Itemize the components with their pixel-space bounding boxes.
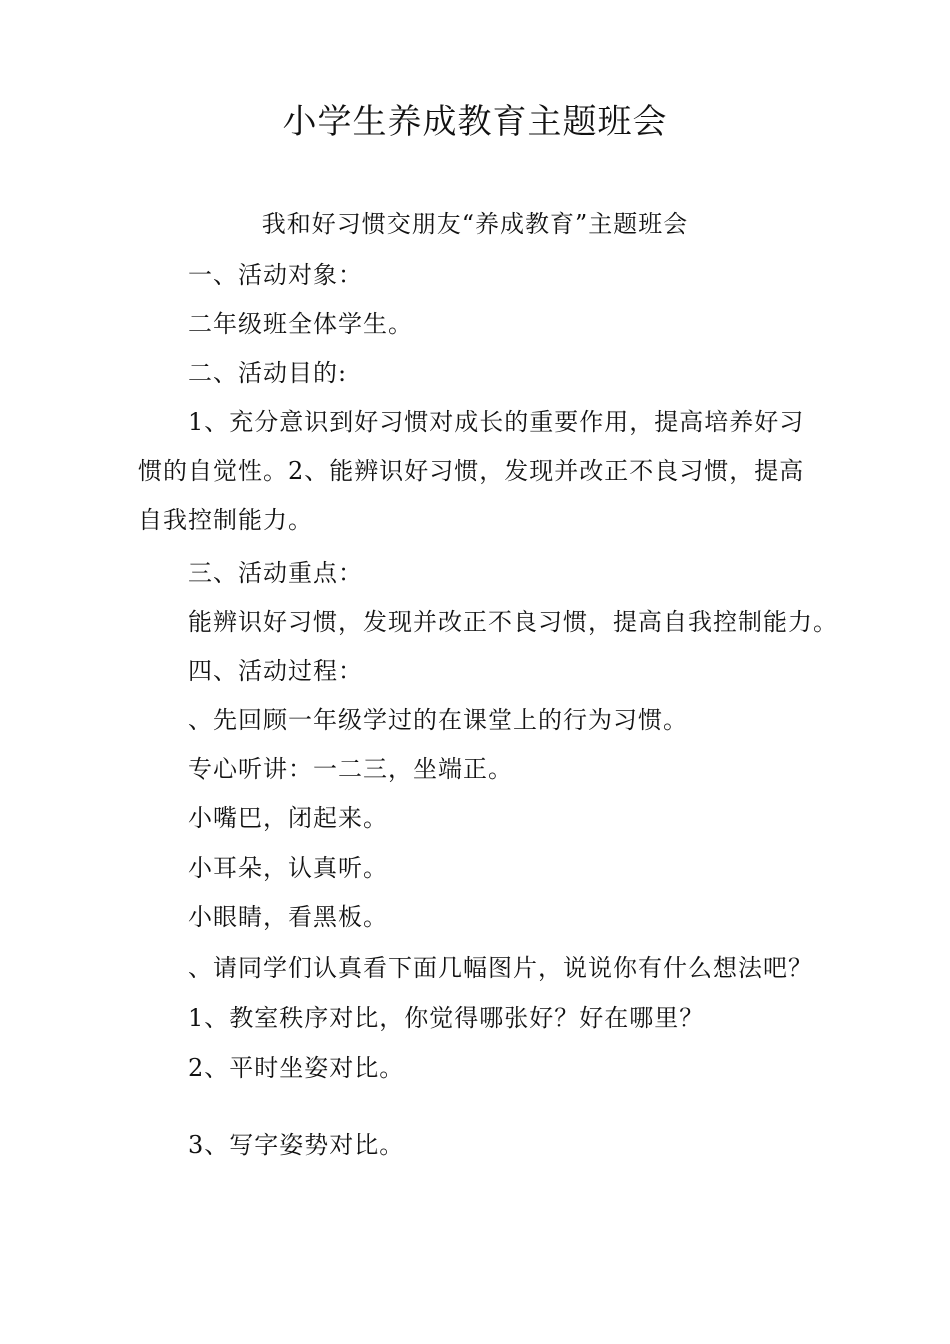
paragraph-mouth: 小嘴巴，闭起来。: [188, 804, 388, 832]
paragraph-purpose-line-3: 自我控制能力。: [138, 506, 313, 534]
document-title: 小学生养成教育主题班会: [282, 102, 668, 142]
section-heading-process: 四、活动过程：: [188, 657, 363, 685]
paragraph-pictures: 、请同学们认真看下面几幅图片，说说你有什么想法吧？: [188, 954, 813, 982]
paragraph-eyes: 小眼睛，看黑板。: [188, 903, 388, 931]
document-subtitle: 我和好习惯交朋友“养成教育”主题班会: [261, 210, 689, 238]
paragraph-listen: 专心听讲：一二三，坐端正。: [188, 755, 513, 783]
section-heading-target: 一、活动对象：: [188, 261, 363, 289]
paragraph-process-review: 、先回顾一年级学过的在课堂上的行为习惯。: [188, 706, 688, 734]
section-heading-focus: 三、活动重点：: [188, 559, 363, 587]
paragraph-ears: 小耳朵，认真听。: [188, 854, 388, 882]
paragraph-classroom-compare: 1、教室秩序对比，你觉得哪张好？好在哪里？: [188, 1004, 705, 1032]
paragraph-sitting-compare: 2、平时坐姿对比。: [188, 1054, 405, 1082]
paragraph-purpose-line-2: 惯的自觉性。2、能辨识好习惯，发现并改正不良习惯，提高: [138, 457, 805, 485]
paragraph-writing-compare: 3、写字姿势对比。: [188, 1131, 405, 1159]
paragraph-purpose-line-1: 1、充分意识到好习惯对成长的重要作用，提高培养好习: [188, 408, 805, 436]
paragraph-focus: 能辨识好习惯，发现并改正不良习惯，提高自我控制能力。: [188, 608, 838, 636]
section-heading-purpose: 二、活动目的:: [188, 359, 348, 387]
paragraph-target: 二年级班全体学生。: [188, 310, 413, 338]
